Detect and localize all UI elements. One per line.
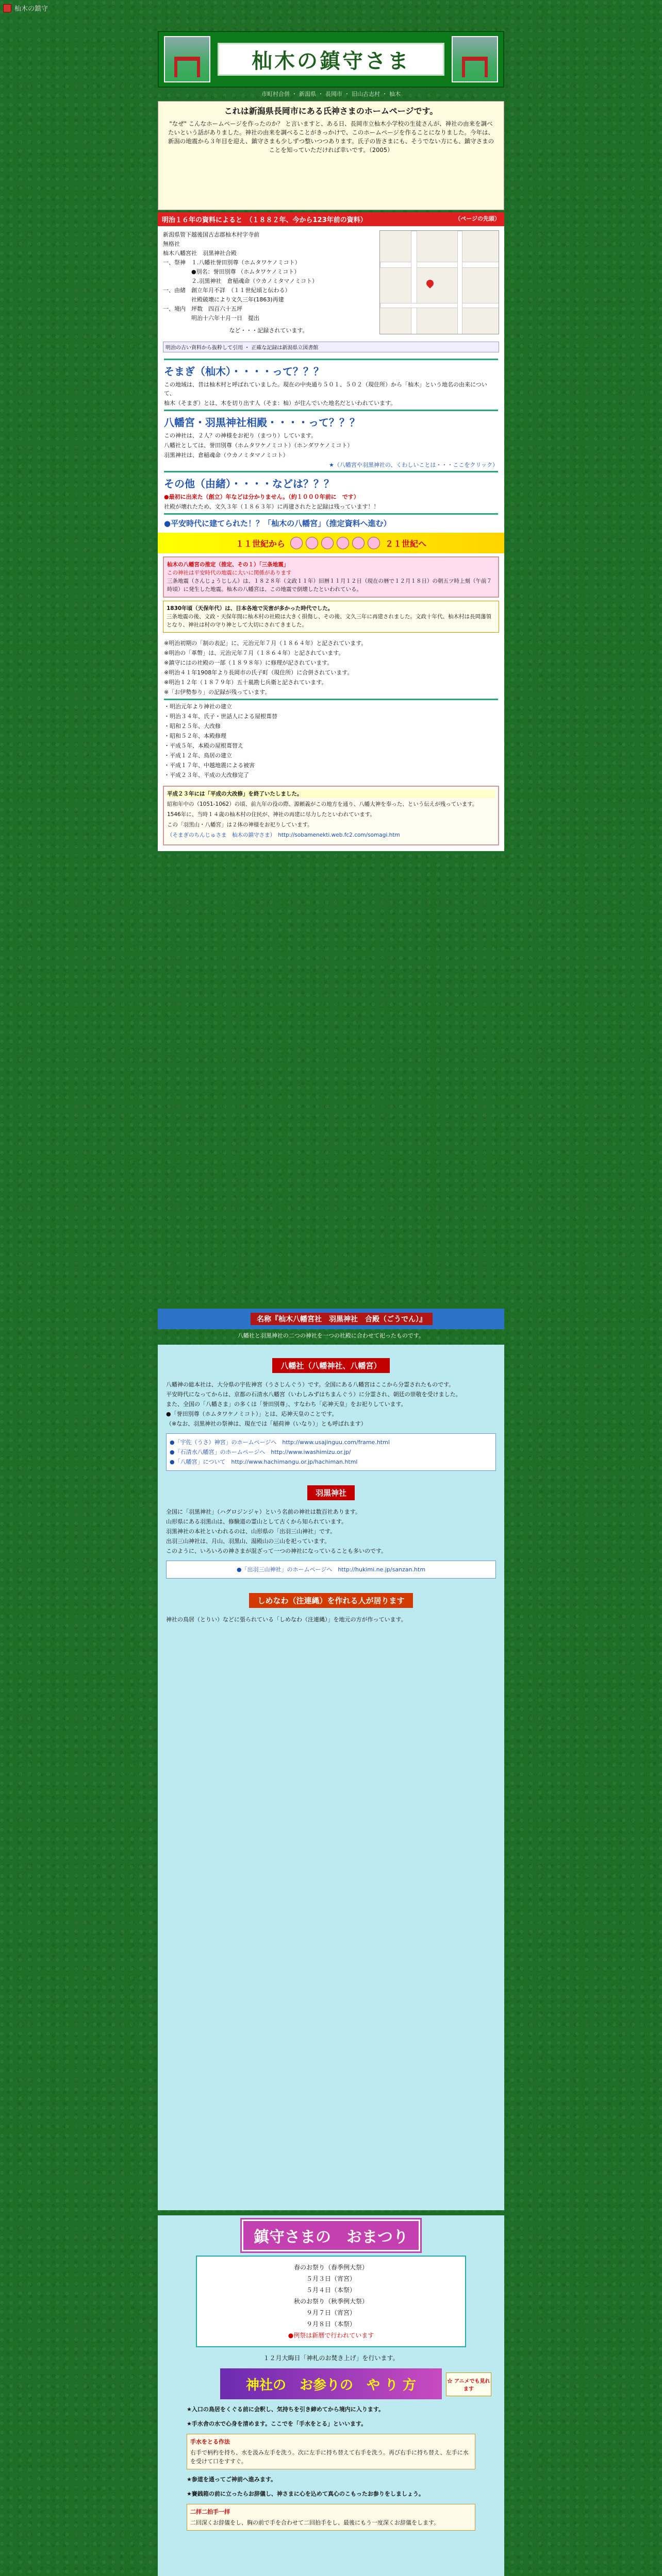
summary-p4: この「羽黒山・八幡宮」は２体の神様をお祀りしています。 [167,822,313,828]
band-right-text: ２１世紀へ [385,538,427,549]
external-link[interactable]: ●「出羽三山神社」のホームページへ http://hukimi.ne.jp/sanzan.htm [236,1566,426,1573]
shimenawa-tag: しめなわ（注連縄）を作れる人が居ります [249,1593,412,1608]
intro-heading: これは新潟県長岡市にある氏神さまのホームページです。 [224,106,438,116]
summary-heading: 平成２３年には「平成の大改修」を終了いたしました。 [167,790,495,798]
haguro-text: 羽黒神社の本社といわれるのは、山形県の「出羽三山神社」です。 [166,1528,336,1535]
step: ★入口の鳥居をくぐる前に会釈し、気持ちを引き締めてから境内に入ります。 [187,2406,384,2413]
page-tab-title: 杣木の鎮守 [14,5,48,13]
summary-box [163,786,499,845]
shrine-photo-right [452,36,498,82]
site-header [158,31,504,88]
favicon-icon [3,4,11,12]
haguro-text: 出羽三山神社は、月山、羽黒山、湯殿山の三山を祀っています。 [166,1538,330,1545]
hachiman-p2: 八幡社としては、誉田別尊（ホムタワケノミコト）（ホンダワケノミコト） [164,442,353,449]
summary-p2: 昭和年中の（1051-1062）の頃、前九年の役の際、源頼義がこの地方を通り、八幡大神を奉った、という伝えが残っています。 [167,801,478,807]
history-line: 新潟県管下越後国古志郡杣木村字寺前 [163,231,259,238]
tour-bar [158,1309,504,1329]
list-item: ・平成１２年、鳥居の建立 [164,752,232,759]
list-item: ・昭和２５年、大改修 [164,723,221,730]
history-line: 一、境内 坪数 四百六十五坪 [163,306,242,312]
list-item: 春のお祭り（春季例大祭） [293,2264,368,2271]
hachiman-p1: この神社は、２人？の神様をお祀り（まつり）しています。 [164,432,317,439]
hachiman-text: 八幡神の総本社は、大分県の宇佐神宮（うさじんぐう）です。全国にある八幡宮はここから分霊されたものです。 [166,1381,455,1388]
page-top-link[interactable]: （ページの先頭） [455,215,500,222]
matsuri-panel [158,2215,504,2576]
hachiman-text: また、全国の「八幡さま」の多くは「誉田別尊」、すなわち「応神天皇」をお祀りしています。 [166,1401,407,1408]
animation-link[interactable]: ☆ アニメでも見れます [446,2372,491,2396]
hachiman-text: （※なお、羽黒神社の祭神は、現在では「稲荷神（いなり）」とも呼ばれます） [166,1420,367,1427]
matsuri-note: １２月大晦日「神札のお焚き上げ」を行います。 [263,2354,399,2362]
page-title: 杣木の鎮守さま [218,43,444,76]
history-line: 一、由緒 創立年月不詳 （１１世紀頃と伝わる） [163,287,291,294]
list-item: ※明治の「革幣」は、元治元年７月（１８６４年）と記されています。 [164,650,344,656]
list-item: ※鎮守にはの社殿の一部（１８９８年）に修理が記されています。 [164,659,333,666]
location-map[interactable] [379,230,499,334]
list-item: ※明治１２年（１８７９年）五十嵐勘七兵衛と記されています。 [164,679,327,686]
intro-box [158,101,504,210]
list-item: ●例祭は新暦で行われています [288,2332,374,2339]
list-item: 秋のお祭り（秋季例大祭） [293,2298,368,2305]
worship-steps [187,2405,475,2531]
intro-paragraph: "なぜ" こんなホームページを作ったのか？ と言いますと、ある日、長岡市立杣木小学校の生徒さんが、神社の由来を調べたいという話がありました。神社の由来を調べることがきっかけで、このホームページを作ることになりました。今年は、新潟の地震から３年目を迎え、鎮守さまも少しずつ整いつつあります。氏子の皆さまにも、そうでない方にも、鎮守さまのことを知っていただければ幸いです。（2005） [168,120,494,154]
history-bar-label: 明治１６年の資料によると （１８８２年、今から123年前の資料） [162,216,367,224]
hachiman-tag: 八幡社（八幡神社、八幡宮） [272,1358,389,1373]
hachiman-heading: 八幡宮・羽黒神社相殿・・・・って？？？ [164,416,360,429]
history-text [163,230,374,335]
century-band [158,533,504,553]
step: ★参道を通ってご神前へ進みます。 [187,2476,276,2483]
heian-heading[interactable]: ●平安時代に建てられた！？「杣木の八幡宮」（推定資料へ進む） [164,519,391,528]
kyoto-body: 三条地震（さんじょうじしん）は、１８２８年（文政１１年）旧暦１１月１２日（現在の暦で１２月１８日）の朝五ツ時上刻（午前７時頃）に発生した地震。杣木の八幡宮は、この地震で倒壊したといわれている。 [167,578,492,592]
haguro-text: 全国に「羽黒神社」（ハグロジンジャ）という名前の神社は数百社あります。 [166,1509,361,1515]
howto-title: 神社の お参りの や り 方 [245,2377,417,2393]
history-line: 社殿破壊により文久三年(1863)再建 [163,296,284,303]
notes-list [158,636,504,783]
list-item: ・平成２３年、平成の大改修完了 [164,772,249,778]
list-item: ※明治初期の「制の表記」に、元治元年７月（１８６４年）と記されています。 [164,640,367,647]
soma-p2: 杣木（そまぎ）とは、木を切り出す人（そま：杣）が住んでいた地名だといわれています。 [164,400,396,406]
kyoto-heading: 杣木の八幡宮の推定（推定、その１）「三条地震」 [167,562,289,568]
history-line: 杣木八幡宮社 羽黒神社合殿 [163,250,237,257]
card-title: 二拝二拍手一拝 [190,2509,230,2515]
card-body: 右手で柄杓を持ち、水を汲み左手を洗う。次に左手に持ち替えて右手を洗う。再び右手に持ち替え、左手に水を受けて口をすすぐ。 [190,2449,469,2465]
step: ★賽銭箱の前に立ったらお辞儀し、神さまに心を込めて真心のこもったお参りをしましょう。 [187,2490,424,2497]
howto-banner [220,2368,490,2399]
map-pin-icon [425,278,435,289]
breadcrumb[interactable]: 市町村合併 ・ 新潟県 ・ 長岡市 ・ 旧山古志村 ・ 杣木 [261,91,401,97]
history-line: 明治十六年十月一日 提出 [163,315,259,321]
list-item: ※「お伊勢参り」の記録が残っています。 [164,689,271,696]
list-item: ９月８日（本祭） [306,2320,356,2328]
soma-heading: そまぎ（杣木）・・・・って？？？ [164,365,324,378]
list-item: ・平成１７年、中越地震による被害 [164,762,255,769]
kanbun-body: 三条地震の後、文政・天保年間に杣木村の社殿は大きく損傷し、その後、文久三年に再建されました。文政十年代、杣木村は長岡藩領となり、神社は村の守り神として大切にされてきました。 [167,614,491,628]
temizu-card [187,2434,475,2469]
tour-lead: 八幡社と羽黒神社の二つの神社を一つの社殿に合わせて祀ったものです。 [237,1332,425,1339]
history-caption: 明治の古い資料から抜粋して引用 ・ 正確な記録は新潟県立図書館 [163,342,499,352]
summary-signature[interactable]: （そまぎのちんじゅさま 杣木の鎮守さま） http://sobamenekti.web.fc2.com/somagi.htm [167,832,400,838]
list-item: ※明治４１年1908年より長岡市の氏子町（現住所）に合併されています。 [164,669,353,676]
external-link[interactable]: ●「石清水八幡宮」のホームページへ http://www.iwashimizu.or.jp/ [170,1449,351,1455]
browser-title [3,3,48,13]
haguro-text: 山形県にある羽黒山は、修験道の霊山として古くから知られています。 [166,1518,347,1525]
list-item: ９月７日（宵宮） [306,2309,356,2316]
matsuri-list [196,2256,466,2347]
faces-icon [290,537,380,549]
card-title: 手水をとる作法 [190,2438,230,2445]
list-item: ５月３日（宵宮） [306,2275,356,2282]
external-link[interactable]: ●「八幡宮」について http://www.hachimangu.or.jp/hachiman.html [170,1459,358,1465]
history-panel [158,212,504,851]
list-item: ・平成５年、本殿の屋根葺替え [164,742,243,749]
summary-p3: 1546年に、当時１４歳の杣木村の住民が、神社の再建に尽力したといわれています。 [167,811,375,818]
hachiman-text: 平安時代になってからは、京都の石清水八幡宮（いわしみずはちまんぐう）に分霊され、朝廷の崇敬を受けました。 [166,1391,461,1398]
history-line: 一、祭神 １.八幡社誉田別尊（ホムタワケノミコト） [163,259,301,266]
yurai-p1: ●最初に出来た（創立）年などは分かりません。（約１０００年前に です） [164,494,359,500]
shrines-panel [158,1345,504,2210]
external-link[interactable]: ●「宇佐（うさ）神宮」のホームページへ http://www.usajinguu.com/frame.html [170,1439,390,1446]
history-line: ●別名：誉田別尊 （ホムタワケノミコト） [163,268,300,275]
shrine-photo-left [164,36,210,82]
haguro-text: このように、いろいろの神さまが混ざって一つの神社になっていることも多いのです。 [166,1548,387,1554]
kanbun-heading: 1830年頃（天保年代）は、日本各地で災害が多かった時代でした。 [167,605,334,612]
list-item: ・明治元年より神社の建立 [164,703,232,710]
list-item: ・明治３４年、氏子・世話人による屋根葺替 [164,713,277,720]
kanbun-box [163,601,499,633]
yurai-p2: 社殿が壊れたため、文久３年（１８６３年）に再建されたと記録は残っています！！ [164,503,379,510]
kyoto-box [163,556,499,598]
history-line: 無格社 [163,241,180,247]
kyoto-warn: この神社は平安時代の地震に大いに関係があります [167,570,292,576]
tour-label: 名称『杣木八幡宮社 羽黒神社 合殿（ごうでん）』 [251,1313,433,1325]
shimenawa-text: 神社の鳥居（とりい）などに張られている「しめなわ（注連縄）」を地元の方が作っています。 [166,1616,407,1623]
step: ★手水舎の水で心身を清めます。ここでを「手水をとる」といいます。 [187,2420,367,2427]
yurai-heading: その他（由緒）・・・・などは？？？ [164,478,334,490]
hachiman-p3: 羽黒神社は、倉稲魂命（ウカノミタマノミコト） [164,452,289,459]
matsuri-title: 鎮守さまの おまつり [242,2219,420,2251]
list-item: ・昭和５２年、本殿修理 [164,733,226,739]
soma-p1: この地域は、昔は杣木村と呼ばれていました。現在の中央通り５０１、５０２（現住所）から「杣木」という地名の由来について、 [164,381,487,397]
band-left-text: １１世紀から [235,538,285,549]
haguro-tag: 羽黒神社 [307,1485,355,1500]
card-body: 二回深くお辞儀をし、胸の前で手を合わせて二回拍手をし、最後にもう一度深くお辞儀をします。 [190,2519,440,2526]
hachiman-detail-link[interactable]: ★（八幡宮や羽黒神社の、くわしいことは・・・ここをクリック） [329,462,498,468]
history-bar [158,212,504,226]
history-line: ２.羽黒神社 倉稲魂命（ウカノミタマノミコト） [163,278,318,284]
list-item: ５月４日（本祭） [306,2286,356,2294]
hachiman-text: ●「誉田別尊（ホムタワケノミコト）」とは、応神天皇のことです。 [166,1411,338,1417]
history-footer: など・・・記録されています。 [229,327,308,334]
bow-card [187,2504,475,2531]
